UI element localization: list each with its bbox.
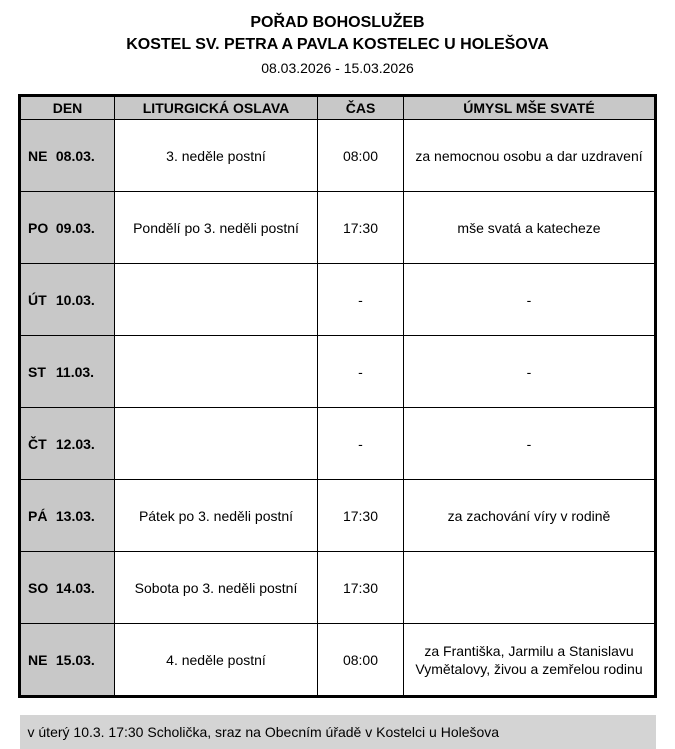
liturgy-cell bbox=[115, 264, 318, 336]
intention-cell: - bbox=[404, 336, 656, 408]
day-cell bbox=[20, 192, 115, 264]
day-abbr: SO bbox=[28, 579, 49, 596]
col-header-liturgy: LITURGICKÁ OSLAVA bbox=[115, 96, 318, 120]
day-abbr: PO bbox=[28, 219, 49, 236]
liturgy-cell: Pátek po 3. neděli postní bbox=[115, 480, 318, 552]
time-cell: - bbox=[318, 408, 404, 480]
table-header-row bbox=[20, 96, 656, 120]
day-date: 09.03. bbox=[55, 219, 95, 236]
day-abbr: NE bbox=[28, 147, 48, 164]
day-cell bbox=[20, 480, 115, 552]
day-date: 10.03. bbox=[55, 291, 95, 308]
day-date: 08.03. bbox=[55, 147, 95, 164]
liturgy-cell: Pondělí po 3. neděli postní bbox=[115, 192, 318, 264]
footer-note: v úterý 10.3. 17:30 Scholička, sraz na Obecním úřadě v Kostelci u Holešova bbox=[20, 715, 656, 749]
day-cell bbox=[20, 336, 115, 408]
day-abbr: PÁ bbox=[28, 507, 48, 524]
liturgy-cell: 4. neděle postní bbox=[115, 624, 318, 697]
intention-cell: - bbox=[404, 264, 656, 336]
schedule-table bbox=[18, 94, 657, 698]
day-abbr: ST bbox=[28, 363, 46, 380]
liturgy-cell: Sobota po 3. neděli postní bbox=[115, 552, 318, 624]
time-cell: - bbox=[318, 336, 404, 408]
day-date: 13.03. bbox=[55, 507, 95, 524]
table-row bbox=[20, 264, 656, 336]
day-cell bbox=[20, 120, 115, 192]
day-abbr: ČT bbox=[28, 435, 47, 452]
col-header-time: ČAS bbox=[318, 96, 404, 120]
table-row bbox=[20, 480, 656, 552]
day-abbr: NE bbox=[28, 651, 48, 668]
day-cell bbox=[20, 624, 115, 697]
day-date: 11.03. bbox=[55, 363, 95, 380]
liturgy-cell bbox=[115, 408, 318, 480]
table-row bbox=[20, 336, 656, 408]
day-abbr: ÚT bbox=[28, 291, 47, 308]
table-row bbox=[20, 120, 656, 192]
document-header bbox=[0, 0, 675, 76]
church-title: KOSTEL SV. PETRA A PAVLA KOSTELEC U HOLEŠOVA bbox=[126, 35, 549, 53]
day-cell bbox=[20, 408, 115, 480]
col-header-den: DEN bbox=[20, 96, 115, 120]
day-date: 15.03. bbox=[55, 651, 95, 668]
day-date: 14.03. bbox=[55, 579, 95, 596]
time-cell: 08:00 bbox=[318, 624, 404, 697]
table-row bbox=[20, 552, 656, 624]
table-row bbox=[20, 192, 656, 264]
day-cell bbox=[20, 552, 115, 624]
time-cell: - bbox=[318, 264, 404, 336]
intention-cell: - bbox=[404, 408, 656, 480]
intention-cell: za nemocnou osobu a dar uzdravení bbox=[404, 120, 656, 192]
day-date: 12.03. bbox=[55, 435, 95, 452]
intention-cell: za Františka, Jarmilu a Stanislavu Vymětalovy, živou a zemřelou rodinu bbox=[404, 624, 656, 697]
page-title: POŘAD BOHOSLUŽEB bbox=[250, 14, 425, 31]
liturgy-cell bbox=[115, 336, 318, 408]
intention-cell bbox=[404, 552, 656, 624]
intention-cell: za zachování víry v rodině bbox=[404, 480, 656, 552]
time-cell: 17:30 bbox=[318, 192, 404, 264]
table-row bbox=[20, 624, 656, 697]
table-row bbox=[20, 408, 656, 480]
intention-cell: mše svatá a katecheze bbox=[404, 192, 656, 264]
time-cell: 17:30 bbox=[318, 480, 404, 552]
day-cell bbox=[20, 264, 115, 336]
liturgy-cell: 3. neděle postní bbox=[115, 120, 318, 192]
time-cell: 08:00 bbox=[318, 120, 404, 192]
col-header-intention: ÚMYSL MŠE SVATÉ bbox=[404, 96, 656, 120]
time-cell: 17:30 bbox=[318, 552, 404, 624]
date-range: 08.03.2026 - 15.03.2026 bbox=[261, 60, 414, 77]
